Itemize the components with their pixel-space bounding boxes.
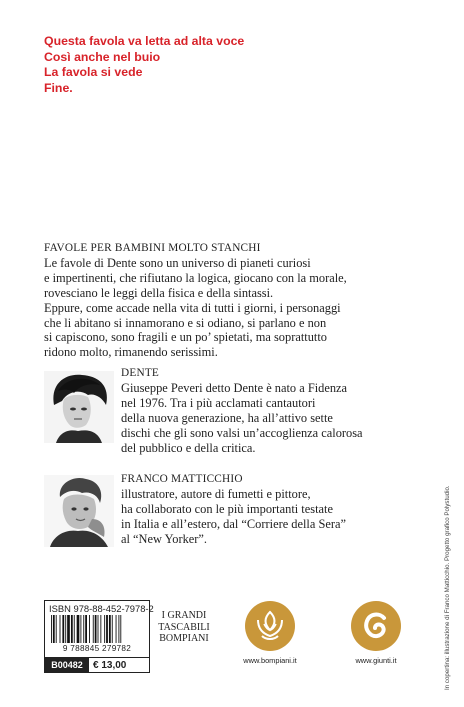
bio-line: nel 1976. Tra i più acclamati cantautori — [121, 395, 316, 410]
bio-line: dischi che gli sono valsi un’accoglienza calorosa — [121, 425, 363, 440]
giunti-url: www.giunti.it — [355, 656, 397, 665]
series-name — [148, 610, 220, 645]
back-cover-footer — [44, 600, 428, 682]
illustrator-name: FRANCO MATTICCHIO — [121, 473, 243, 485]
price: € 13,00 — [93, 660, 127, 671]
illustrator-photo — [44, 475, 114, 547]
bompiani-logo-icon — [244, 600, 296, 652]
bio-line: ha collaborato con le più importanti testate — [121, 501, 333, 516]
product-code: B00482 — [45, 658, 89, 673]
blurb-line: e impertinenti, che rifiutano la logica, giocano con la morale, — [44, 270, 347, 285]
bio-line: della nuova generazione, ha all’attivo sette — [121, 410, 333, 425]
author-bio-dente — [44, 366, 444, 456]
cover-credit: In copertina: illustrazione di Franco Matticchio. Progetto grafico Polystudio. — [444, 485, 451, 690]
isbn-label: ISBN 978-88-452-7978-2 — [49, 603, 154, 614]
illustrator-bio — [44, 472, 444, 558]
blurb-line: rovesciano le leggi della fisica e della sintassi. — [44, 285, 274, 300]
tagline-line: La favola si vede — [44, 65, 143, 79]
author-photo — [44, 371, 114, 443]
giunti-logo-icon — [350, 600, 402, 652]
book-blurb — [44, 241, 434, 360]
series-line: I GRANDI — [161, 610, 207, 621]
bio-line: al “New Yorker”. — [121, 531, 208, 546]
tagline-line: Questa favola va letta ad alta voce — [44, 34, 245, 48]
bio-line: Giuseppe Peveri detto Dente è nato a Fidenza — [121, 380, 348, 395]
bompiani-url: www.bompiani.it — [243, 656, 297, 665]
bompiani-logo — [218, 600, 322, 665]
barcode-icon — [49, 615, 145, 643]
blurb-line: che li abitano si innamorano e si odiano, si parlano e non — [44, 315, 327, 330]
blurb-line: ridono molto, rimanendo serissimi. — [44, 345, 218, 360]
tagline-line: Fine. — [44, 80, 73, 95]
series-line: TASCABILI — [158, 621, 210, 633]
barcode-box — [44, 600, 154, 673]
bio-line: in Italia e all’estero, dal “Corriere della Sera” — [121, 516, 346, 531]
tagline-line: Così anche nel buio — [44, 49, 161, 64]
tagline — [44, 34, 244, 96]
blurb-line: Eppure, come accade nella vita di tutti i giorni, i personaggi — [44, 300, 341, 315]
blurb-line: Le favole di Dente sono un universo di pianeti curiosi — [44, 255, 311, 270]
series-line: BOMPIANI — [159, 633, 209, 644]
book-title: FAVOLE PER BAMBINI MOLTO STANCHI — [44, 242, 261, 254]
blurb-line: si capiscono, sono fragili e un po’ spietati, ma soprattutto — [44, 330, 327, 345]
author-name: DENTE — [121, 367, 160, 379]
bio-line: illustratore, autore di fumetti e pittore, — [121, 486, 311, 501]
bio-line: del pubblico e della critica. — [121, 440, 256, 455]
giunti-logo — [324, 600, 428, 665]
price-row — [45, 657, 149, 673]
barcode-digits: 9 788845 279782 — [62, 644, 132, 653]
